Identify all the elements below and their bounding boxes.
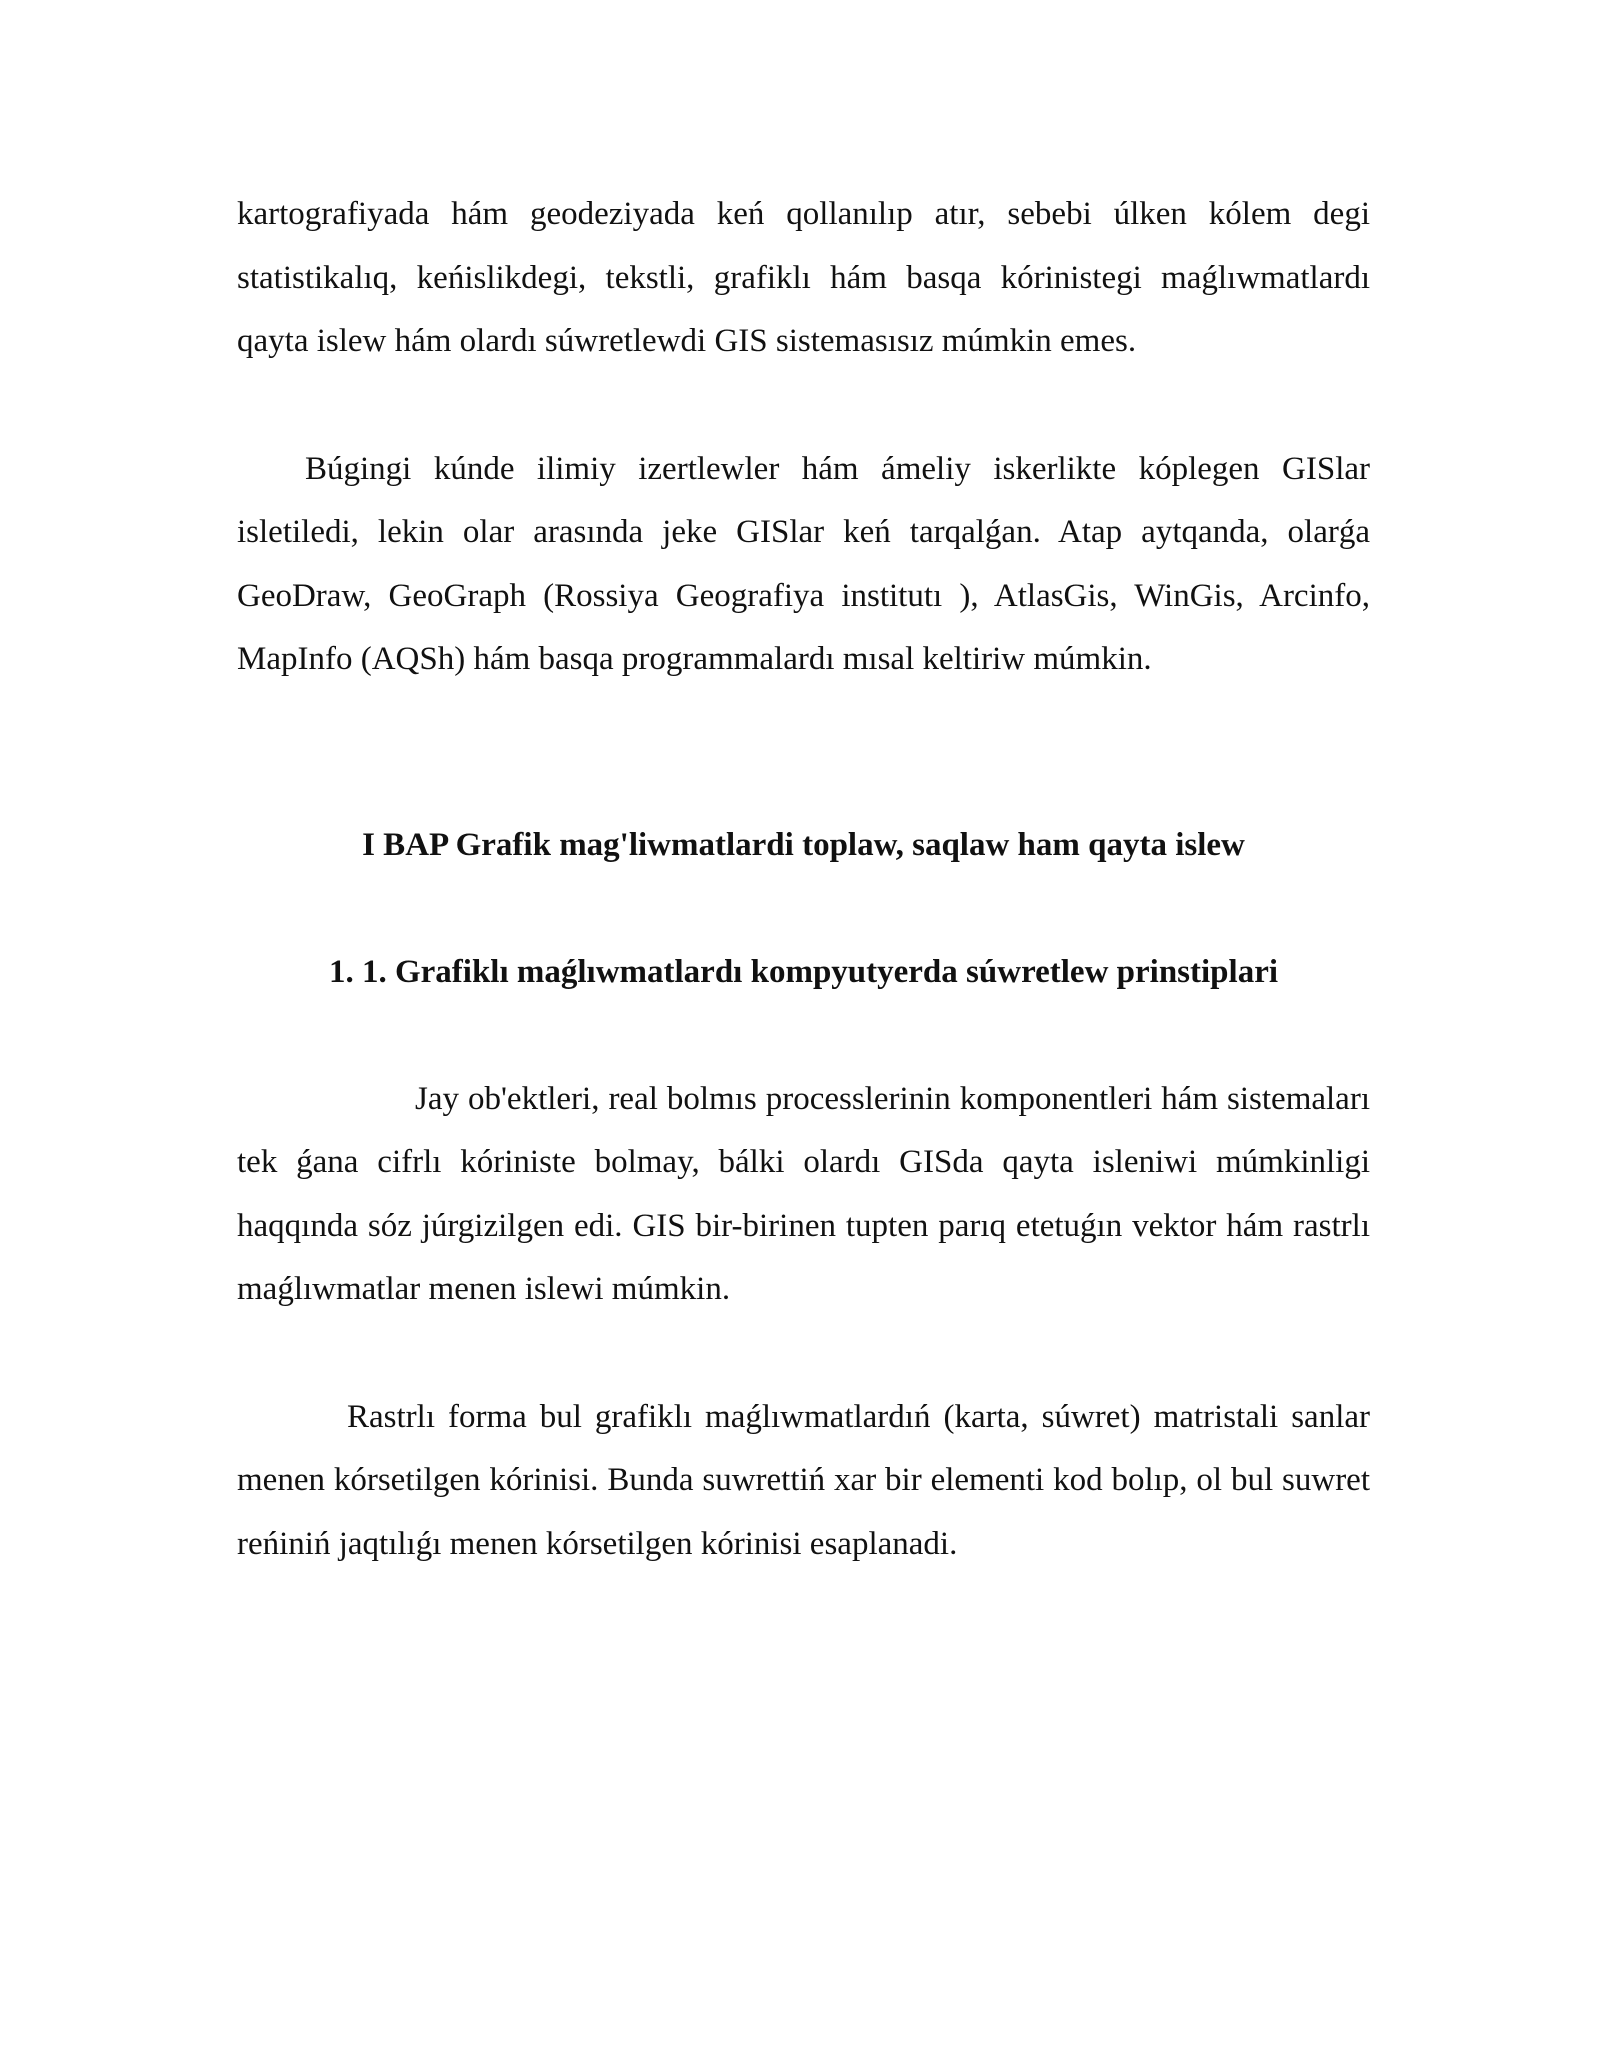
- paragraph-objects: Jay ob'ektleri, real bolmıs processlerinin komponentleri hám sistemaları tek ǵana cifrlı kóriniste bolmay, bálki olardı GISda qayta isleniwi múmkinligi haqqında sóz júrgizilgen edi. GIS bir-birinen tupten parıq etetuǵın vektor hám rastrlı maǵlıwmatlar menen islewi múmkin.: [237, 1080, 1370, 1307]
- section-heading: 1. 1. Grafiklı maǵlıwmatlardı kompyutyerda súwretlew prinstiplari: [328, 953, 1279, 990]
- document-page: [237, 183, 1370, 1576]
- paragraph-intro: kartografiyada hám geodeziyada keń qollanılıp atır, sebebi úlken kólem degi statistikalıq, keńislikdegi, tekstli, grafiklı hám basqa kórinistegi maǵlıwmatlardı qayta islew hám olardı súwretlewdi GIS sistemasısız múmkin emes.: [237, 196, 1370, 359]
- paragraph-gis-list: Búgingi kúnde ilimiy izertlewler hám ámeliy iskerlikte kóplegen GISlar isletiledi, lekin olar arasında jeke GISlar keń tarqalǵan. Atap aytqanda, olarǵa GeoDraw, GeoGraph (Rossiya Geografiya institutı ), AtlasGis, WinGis, Arcinfo, MapInfo (AQSh) hám basqa programmalardı mısal keltiriw múmkin.: [237, 450, 1370, 677]
- chapter-heading: I BAP Grafik mag'liwmatlardi toplaw, saqlaw ham qayta islew: [362, 826, 1245, 863]
- paragraph-raster: Rastrlı forma bul grafiklı maǵlıwmatlardıń (karta, súwret) matristali sanlar menen kórsetilgen kórinisi. Bunda suwrettiń xar bir elementi kod bolıp, ol bul suwret reńiniń jaqtılıǵı menen kórsetilgen kórinisi esaplanadi.: [237, 1398, 1370, 1562]
